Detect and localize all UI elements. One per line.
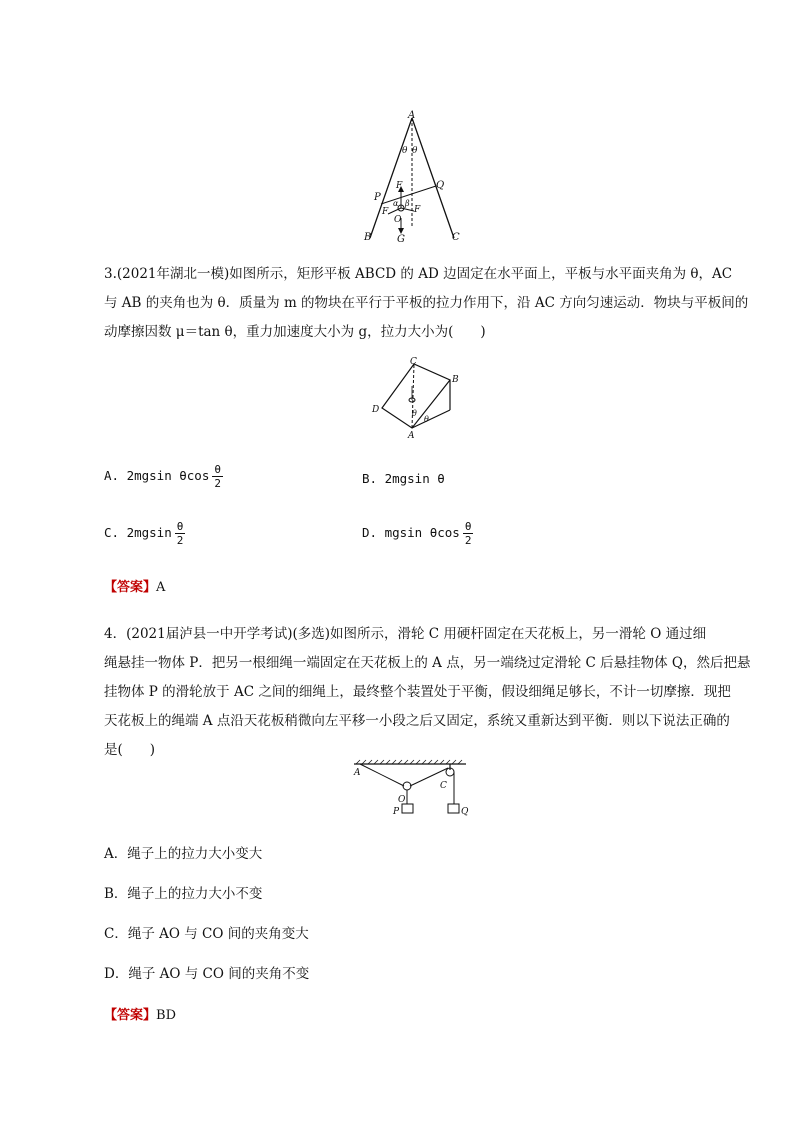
q3-option-A-fraction — [212, 463, 223, 490]
fig3-label-O: O — [398, 795, 406, 805]
fig3-label-A: A — [354, 768, 361, 778]
q3-option-C-text: C. 2mgsin — [104, 525, 172, 540]
fig1-label-theta: θ — [402, 146, 408, 156]
fig3-label-P: P — [393, 807, 400, 817]
question-4 — [104, 620, 751, 765]
fig1-label-C: C — [452, 232, 460, 243]
q3-option-D[interactable] — [362, 520, 473, 547]
fig1-label-O: O — [394, 215, 402, 225]
fig1-label-Q: Q — [436, 180, 445, 191]
q3-option-C-den: 2 — [176, 534, 184, 547]
fig2-label-A: A — [408, 431, 415, 441]
q4-choice-D[interactable]: D．绳子 AO 与 CO 间的夹角不变 — [104, 966, 310, 982]
q3-option-A-num: θ — [214, 463, 221, 476]
q3-option-C-fraction — [175, 520, 186, 547]
fig1-label-theta2: θ — [412, 146, 418, 156]
fig1-label-B: B — [364, 232, 372, 243]
q3-option-C-num: θ — [176, 520, 184, 533]
q4-line5: 是( ) — [104, 742, 156, 758]
fig1-label-A: A — [408, 110, 416, 121]
q3-option-D-fraction — [463, 520, 474, 547]
q3-answer — [104, 576, 165, 595]
fig2-label-B: B — [452, 375, 459, 385]
fig1-label-F: F — [396, 181, 403, 191]
fig1-label-F1: F — [382, 207, 389, 217]
q3-option-A[interactable] — [104, 463, 223, 490]
fig1-label-G: G — [397, 234, 405, 245]
fig1-label-P: P — [374, 192, 381, 203]
figure-inclined-plate — [364, 356, 464, 442]
figure-pulley-system — [346, 758, 476, 820]
q4-choice-B[interactable]: B．绳子上的拉力大小不变 — [104, 886, 263, 902]
q4-answer — [104, 1004, 176, 1023]
q3-answer-tag: 【答案】 — [104, 580, 157, 595]
fig2-label-D: D — [372, 405, 380, 415]
q4-line4: 天花板上的绳端 A 点沿天花板稍微向左平移一小段之后又固定，系统又重新达到平衡．则以下说法正确的 — [104, 713, 730, 729]
fig2-label-theta1: θ — [412, 409, 417, 418]
q3-option-B[interactable] — [362, 471, 445, 486]
fig1-label-beta: β — [405, 199, 410, 208]
fig1-label-alpha: α — [393, 199, 399, 208]
fig2-label-theta2: θ — [424, 415, 429, 424]
fig3-label-C: C — [440, 781, 447, 791]
q3-answer-value: A — [156, 580, 166, 595]
fig3-label-Q: Q — [461, 807, 469, 817]
q4-line3: 挂物体 P 的滑轮放于 AC 之间的细绳上，最终整个装置处于平衡，假设细绳足够长，不计一切摩擦．现把 — [104, 684, 731, 700]
q3-option-D-den: 2 — [464, 534, 472, 547]
q3-option-D-text: D. mgsin θcos — [362, 525, 460, 540]
q4-choice-C[interactable]: C．绳子 AO 与 CO 间的夹角变大 — [104, 926, 309, 942]
q4-choice-A[interactable]: A．绳子上的拉力大小变大 — [104, 846, 263, 862]
q4-answer-value: BD — [156, 1008, 176, 1023]
q3-line3: 动摩擦因数 μ＝tan θ，重力加速度大小为 g，拉力大小为( ) — [104, 324, 486, 340]
q3-option-A-den: 2 — [214, 477, 221, 490]
q4-line1: 4．(2021届泸县一中开学考试)(多选)如图所示，滑轮 C 用硬杆固定在天花板上，另一滑轮 O 通过细 — [104, 626, 707, 642]
fig2-label-C: C — [410, 357, 417, 367]
q3-option-D-num: θ — [464, 520, 472, 533]
fig1-label-F2: F — [414, 205, 421, 215]
q3-line1: 3.(2021年湖北一模)如图所示，矩形平板 ABCD 的 AD 边固定在水平面上，平板与水平面夹角为 θ，AC — [104, 266, 733, 282]
q3-option-C[interactable] — [104, 520, 185, 547]
q4-answer-tag: 【答案】 — [104, 1008, 157, 1023]
question-3 — [104, 260, 749, 347]
q3-line2: 与 AB 的夹角也为 θ．质量为 m 的物块在平行于平板的拉力作用下，沿 AC 方向匀速运动．物块与平板间的 — [104, 295, 749, 311]
q3-option-A-text: A. 2mgsin θcos — [104, 468, 210, 483]
q3-option-B-text: B. 2mgsin θ — [362, 471, 445, 486]
q4-line2: 绳悬挂一物体 P．把另一根细绳一端固定在天花板上的 A 点，另一端绕过定滑轮 C 后悬挂物体 Q，然后把悬 — [104, 655, 751, 671]
figure-force-diagram — [352, 108, 472, 248]
